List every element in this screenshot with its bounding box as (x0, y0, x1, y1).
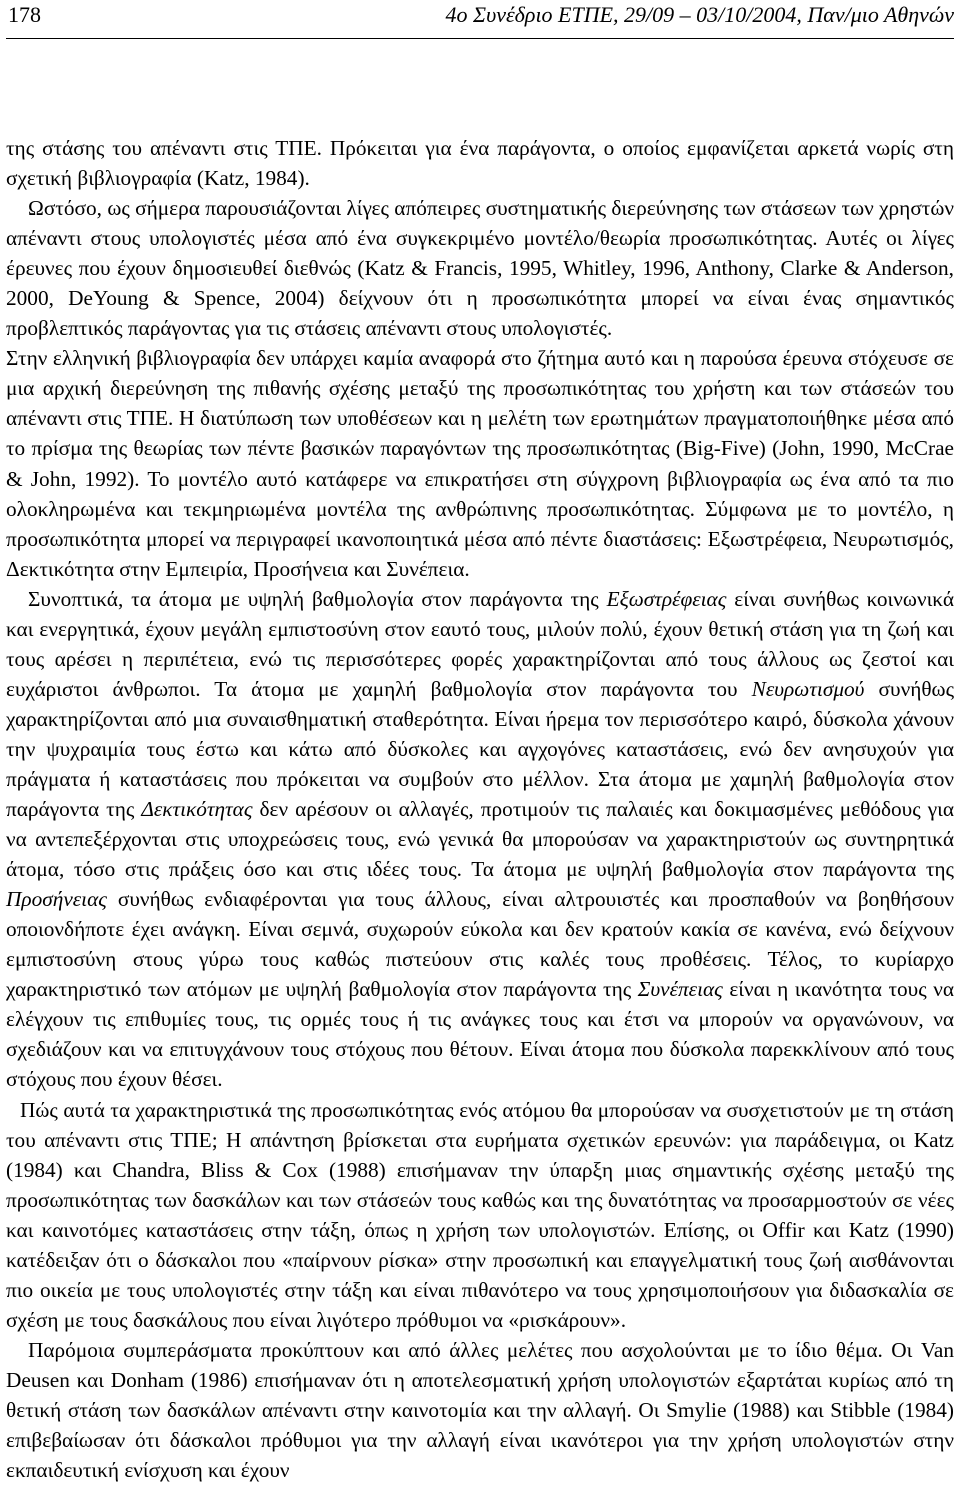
paragraph: Ωστόσο, ως σήμερα παρουσιάζονται λίγες απόπειρες συστηματικής διερεύνησης των στάσεων των χρηστών απέναντι στους υπολογιστές μέσα από ένα συγκεκριμένο μοντέλο/θεωρία προσωπικότητας. Αυτές οι λίγες έρευνες που έχουν δημοσιευθεί διεθνώς (Katz & Francis, 1995, Whitley, 1996, Anthony, Clarke & Anderson, 2000, DeYoung & Spence, 2004) δείχνουν ότι η προσωπικότητα μπορεί να είναι ένας σημαντικός προβλεπτικός παράγοντας για τις στάσεις απέναντι στους υπολογιστές. (6, 196, 954, 341)
emphasized-term: Προσήνειας (6, 887, 107, 912)
paragraph-with-emphasis (6, 584, 954, 1095)
header-rule (6, 38, 954, 39)
paragraph: της στάσης του απέναντι στις ΤΠΕ. Πρόκειται για ένα παράγοντα, ο οποίος εμφανίζεται αρκετά νωρίς στη σχετική βιβλιογραφία (Katz, 1984). (6, 136, 954, 191)
text-segment: Συνοπτικά, τα άτομα με υψηλή βαθμολογία στον παράγοντα της (28, 586, 607, 611)
text-segment: συνήθως ενδιαφέρονται για τους άλλους, είναι αλτρουιστές και προσπαθούν να βοηθήσουν οποιονδήποτε έχει ανάγκη. Είναι σεμνά, συχωρούν εύκολα και δεν κρατούν κακία σε κανένα, ενώ δείχνουν εμπιστοσύνη στους γύρω τους καθώς πιστεύουν στις καλές τους προθέσεις. Τέλος, το κυρίαρχο χαρακτηριστικό των ατόμων με υψηλή βαθμολογία στον παράγοντα της (6, 887, 954, 1002)
text-segment: είναι η ικανότητα τους να ελέγχουν τις επιθυμίες τους, τις ορμές τους ή τις ανάγκες τους και έτσι να μπορούν να οργανώνουν, να σχεδιάζουν και να επιτυγχάνουν τους στόχους που θέτουν. Είναι άτομα που δύσκολα παρεκκλίνουν από τους στόχους που έχουν θέσει. (6, 977, 954, 1092)
page-number: 178 (8, 2, 41, 27)
running-head: 4ο Συνέδριο ΕΤΠΕ, 29/09 – 03/10/2004, Παν/μιο Αθηνών (445, 2, 954, 27)
emphasized-term: Δεκτικότητας (141, 797, 253, 822)
emphasized-term: Συνέπειας (637, 977, 723, 1002)
paragraph: Πώς αυτά τα χαρακτηριστικά της προσωπικότητας ενός ατόμου θα μπορούσαν να συσχετιστούν με τη στάση του απέναντι στις ΤΠΕ; Η απάντηση βρίσκεται στα ευρήματα σχετικών ερευνών: για παράδειγμα, οι Katz (1984) και Chandra, Bliss & Cox (1988) επισήμαναν την ύπαρξη μιας σημαντικής σχέσης μεταξύ της προσωπικότητας των δασκάλων και των στάσεών τους καθώς και της δυνατότητας να προσαρμοστούν σε νέες και καινοτόμες καταστάσεις στην τάξη, όπως η χρήση των υπολογιστών. Επίσης, οι Offir και Katz (1990) κατέδειξαν ότι ο δάσκαλοι που «παίρνουν ρίσκα» στην προσωπική και επαγγελματική τους ζωή αισθάνονται πιο οικεία με τους υπολογιστές στην τάξη και είναι πιθανότερο να τους χρησιμοποιήσουν για διδασκαλία σε σχέση με τους δασκάλους που είναι λιγότερο πρόθυμοι να «ρισκάρουν». (6, 1097, 954, 1332)
text-segment: δεν αρέσουν οι αλλαγές, προτιμούν τις παλαιές και δοκιμασμένες μεθόδους για να αντεπεξέρχονται στις υποχρεώσεις τους, ενώ γενικά θα μπορούσαν να χαρακτηριστούν ως συντηρητικά άτομα, τόσο στις πράξεις όσο και στις ιδέες τους. Τα άτομα με υψηλή βαθμολογία στον παράγοντα της (6, 797, 954, 882)
paragraph: Στην ελληνική βιβλιογραφία δεν υπάρχει καμία αναφορά στο ζήτημα αυτό και η παρούσα έρευνα στόχευσε σε μια αρχική διερεύνηση της πιθανής σχέσης μεταξύ της προσωπικότητας του χρήστη και των στάσεών του απέναντι στις ΤΠΕ. Η διατύπωση των υποθέσεων και η μελέτη των ερωτημάτων πραγματοποιήθηκε μέσα από το πρίσμα της θεωρίας των πέντε βασικών παραγόντων της προσωπικότητας (Big-Five) (John, 1990, McCrae & John, 1992). Το μοντέλο αυτό κατάφερε να επικρατήσει στη σύγχρονη βιβλιογραφία ως ένα από τα πιο ολοκληρωμένα και τεκμηριωμένα μοντέλα της ανθρώπινης προσωπικότητας. Σύμφωνα με το μοντέλο, η προσωπικότητα μπορεί να περιγραφεί ικανοποιητικά μέσα από πέντε διαστάσεις: Εξωστρέφεια, Νευρωτισμός, Δεκτικότητα στην Εμπειρία, Προσήνεια και Συνέπεια. (6, 346, 954, 581)
text-segment: συνήθως χαρακτηρίζονται από μια συναισθηματική σταθερότητα. Είναι ήρεμα τον περισσότερο καιρό, δύσκολα χάνουν την ψυχραιμία τους έστω και κάτω από δύσκολες και αγχογόνες καταστάσεις, ενώ δεν ανησυχούν για πράγματα ή καταστάσεις που πρόκειται να συμβούν στο μέλλον. Στα άτομα με χαμηλή βαθμολογία στον παράγοντα της (6, 676, 954, 822)
text-segment: είναι συνήθως κοινωνικά και ενεργητικά, έχουν μεγάλη εμπιστοσύνη στον εαυτό τους, μιλούν πολύ, έχουν θετική στάση για τη ζωή και τους αρέσει η περιπέτεια, ενώ τις περισσότερες φορές χαρακτηρίζονται από τους άλλους ως ζεστοί και ευχάριστοι άνθρωποι. Τα άτομα με χαμηλή βαθμολογία στον παράγοντα του (6, 586, 954, 701)
body-text (6, 133, 954, 1485)
paragraph: Παρόμοια συμπεράσματα προκύπτουν και από άλλες μελέτες που ασχολούνται με το ίδιο θέμα. Οι Van Deusen και Donham (1986) επισήμαναν ότι η αποτελεσματική χρήση υπολογιστών εξαρτάται κυρίως από τη θετική στάση των δασκάλων απέναντι στην καινοτομία και την αλλαγή. Οι Smylie (1988) και Stibble (1984) επιβεβαίωσαν ότι δάσκαλοι πρόθυμοι για την αλλαγή είναι ικανότεροι για την χρήση υπολογιστών στην εκπαιδευτική ενίσχυση και έχουν (6, 1337, 954, 1483)
emphasized-term: Νευρωτισμού (751, 676, 865, 701)
emphasized-term: Εξωστρέφειας (606, 586, 727, 611)
page-header (0, 0, 960, 40)
